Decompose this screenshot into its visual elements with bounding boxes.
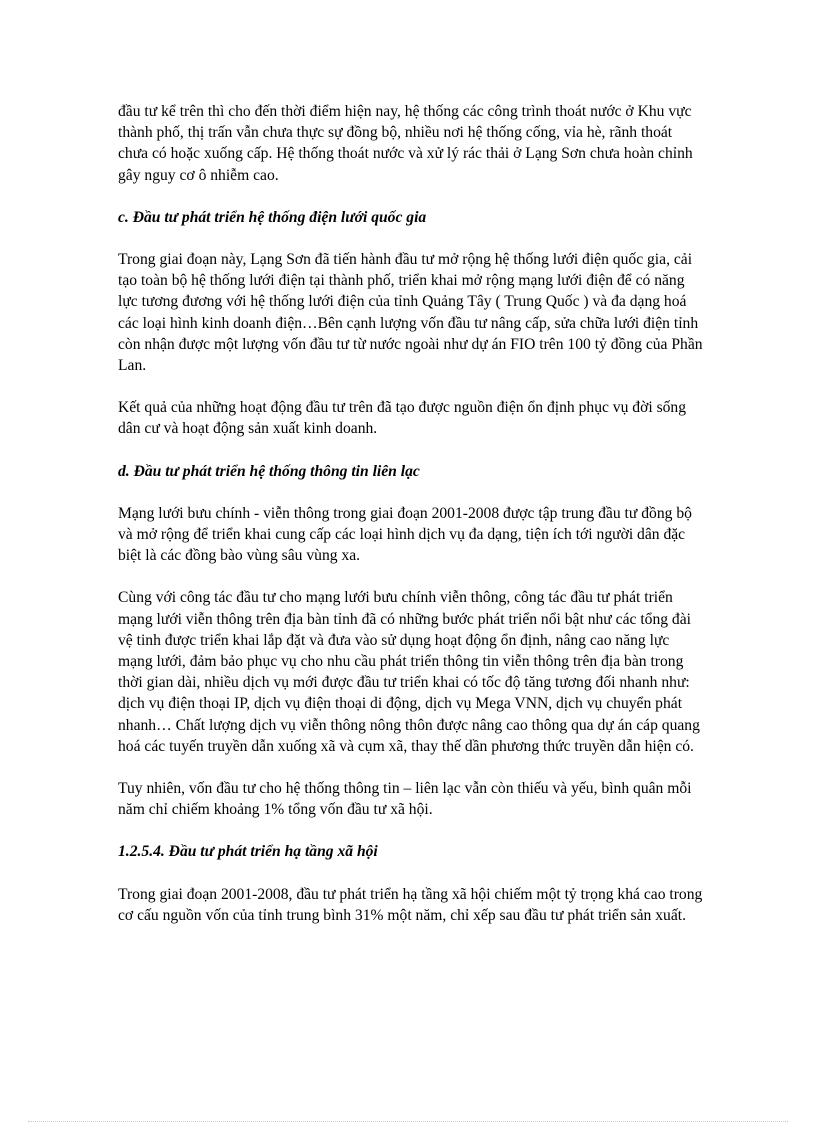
paragraph-social-infrastructure: Trong giai đoạn 2001-2008, đầu tư phát triển hạ tầng xã hội chiếm một tỷ trọng khá cao trong cơ cấu nguồn vốn của tỉnh trung bình 31% một năm, chỉ xếp sau đầu tư phát triển sản xuất. xyxy=(118,885,703,924)
document-page xyxy=(118,101,704,926)
heading-social-infrastructure: 1.2.5.4. Đầu tư phát triển hạ tầng xã hội xyxy=(118,843,378,861)
paragraph-telecom-development: Cùng với công tác đầu tư cho mạng lưới bưu chính viễn thông, công tác đầu tư phát triển mạng lưới viễn thông trên địa bàn tỉnh đã có những bước phát triển nổi bật như các tổng đài vệ tinh được triển khai lắp đặt và đưa vào sử dụng hoạt động ổn định, nâng cao năng lực mạng lưới, đảm bảo phục vụ cho nhu cầu phát triển thông tin viễn thông trên địa bàn trong thời gian dài, nhiều dịch vụ mới được đầu tư triển khai có tốc độ tăng tương đối nhanh như: dịch vụ điện thoại IP, dịch vụ điện thoại di động, dịch vụ Mega VNN, dịch vụ chuyển phát nhanh… Chất lượng dịch vụ viễn thông nông thôn được nâng cao thông qua dự án cáp quang hoá các tuyến truyền dẫn xuống xã và cụm xã, thay thế dần phương thức truyền dẫn hiện có. xyxy=(118,589,700,755)
paragraph-power-grid-result: Kết quả của những hoạt động đầu tư trên đã tạo được nguồn điện ổn định phục vụ đời sống dân cư và hoạt động sản xuất kinh doanh. xyxy=(118,399,687,438)
heading-communications: d. Đầu tư phát triển hệ thống thông tin liên lạc xyxy=(118,462,420,480)
paragraph-drainage-system: đầu tư kể trên thì cho đến thời điểm hiện nay, hệ thống các công trình thoát nước ở Khu vực thành phố, thị trấn vẫn chưa thực sự đồng bộ, nhiều nơi hệ thống cống, vỉa hè, rãnh thoát chưa có hoặc xuống cấp. Hệ thống thoát nước và xử lý rác thải ở Lạng Sơn chưa hoàn chỉnh gây nguy cơ ô nhiễm cao. xyxy=(118,103,693,184)
paragraph-power-grid-investment: Trong giai đoạn này, Lạng Sơn đã tiến hành đầu tư mở rộng hệ thống lưới điện quốc gia, cải tạo toàn bộ hệ thống lưới điện tại thành phố, triển khai mở rộng mạng lưới điện để có năng lực tương đương với hệ thống lưới điện của tỉnh Quảng Tây ( Trung Quốc ) và đa dạng hoá các loại hình kinh doanh điện…Bên cạnh lượng vốn đầu tư nâng cấp, sửa chữa lưới điện tỉnh còn nhận được một lượng vốn đầu tư từ nước ngoài như dự án FIO trên 100 tỷ đồng của Phần Lan. xyxy=(118,251,703,375)
paragraph-communications-capital: Tuy nhiên, vốn đầu tư cho hệ thống thông tin – liên lạc vẫn còn thiếu và yếu, bình quân mỗi năm chỉ chiếm khoảng 1% tổng vốn đầu tư xã hội. xyxy=(118,780,692,819)
heading-power-grid: c. Đầu tư phát triển hệ thống điện lưới quốc gia xyxy=(118,208,427,226)
paragraph-postal-network: Mạng lưới bưu chính - viễn thông trong giai đoạn 2001-2008 được tập trung đầu tư đồng bộ và mở rộng để triển khai cung cấp các loại hình dịch vụ đa dạng, tiện ích tới người dân đặc biệt là các đồng bào vùng sâu vùng xa. xyxy=(118,504,692,565)
page-bottom-divider xyxy=(28,1121,788,1122)
